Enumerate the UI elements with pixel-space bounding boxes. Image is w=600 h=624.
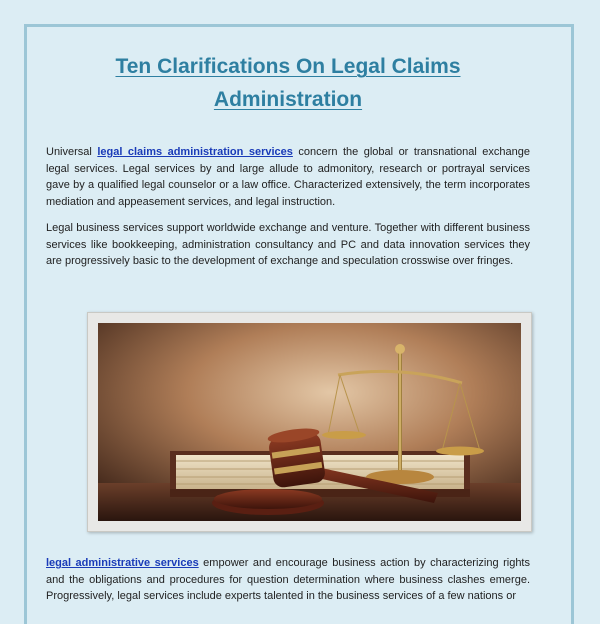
paragraph-intro-body: concern the global or transnational exchange legal services. Legal services by and large allude to admonitory, research or portrayal services gave by a qualified legal counselor or a law office. Characterized extensively, the term incorporates mediation and appeasement services, and legal instruction. <box>46 146 530 208</box>
gavel-and-scales-photo-icon <box>98 323 521 521</box>
title-line-2: Administration <box>213 88 363 111</box>
legal-claims-link[interactable]: legal claims administration services <box>97 146 293 158</box>
document-page <box>46 50 530 602</box>
paragraph-intro <box>46 144 530 210</box>
page-title <box>46 50 530 116</box>
paragraph-business-services: Legal business services support worldwide exchange and venture. Together with different business services like bookkeeping, administration consultancy and PC and data innovation services they are progressively basic to the development of exchange and speculation crosswise over fringes. <box>46 222 530 267</box>
paragraph-administrative <box>46 555 530 605</box>
legal-administrative-link[interactable]: legal administrative services <box>46 557 199 569</box>
paragraph-administrative-body: empower and encourage business action by characterizing rights and the obligations and procedures for question determination where business clashes emerge. Progressively, legal services include experts talented in the business services of a few nations or <box>46 557 530 602</box>
title-line-1: Ten Clarifications On Legal Claims <box>115 55 461 78</box>
photo-frame <box>87 312 532 532</box>
paragraph-intro-prefix: Universal <box>46 146 98 158</box>
